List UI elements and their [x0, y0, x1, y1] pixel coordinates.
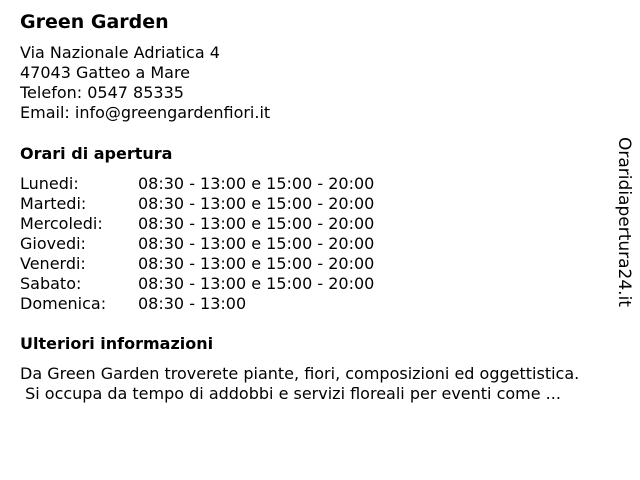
description-text — [20, 364, 635, 404]
email-address: Email: info@greengardenfiori.it — [20, 103, 271, 122]
opening-hours-table — [20, 174, 374, 314]
day-label: Giovedi: — [20, 234, 86, 253]
hours-value: 08:30 - 13:00 e 15:00 - 20:00 — [138, 274, 375, 293]
description-line: Da Green Garden troverete piante, fiori, composizioni ed oggettistica. — [20, 364, 580, 383]
phone-number: Telefon: 0547 85335 — [20, 83, 184, 102]
hours-value: 08:30 - 13:00 e 15:00 - 20:00 — [138, 194, 375, 213]
hours-row-wednesday — [20, 214, 374, 234]
hours-row-friday — [20, 254, 374, 274]
day-label: Domenica: — [20, 294, 107, 313]
hours-row-saturday — [20, 274, 374, 294]
more-info-heading: Ulteriori informazioni — [20, 334, 214, 353]
hours-row-monday — [20, 174, 374, 194]
hours-value: 08:30 - 13:00 e 15:00 - 20:00 — [138, 254, 375, 273]
hours-row-tuesday — [20, 194, 374, 214]
hours-row-sunday — [20, 294, 374, 314]
hours-value: 08:30 - 13:00 e 15:00 - 20:00 — [138, 234, 375, 253]
address-city: 47043 Gatteo a Mare — [20, 63, 191, 82]
hours-value: 08:30 - 13:00 e 15:00 - 20:00 — [138, 174, 375, 193]
hours-row-thursday — [20, 234, 374, 254]
site-watermark: Oraridiapertura24.it — [614, 137, 634, 307]
day-label: Sabato: — [20, 274, 82, 293]
address-block — [20, 43, 270, 123]
day-label: Mercoledi: — [20, 214, 103, 233]
address-street: Via Nazionale Adriatica 4 — [20, 43, 220, 62]
business-name: Green Garden — [20, 11, 169, 33]
description-line: Si occupa da tempo di addobbi e servizi floreali per eventi come ... — [20, 384, 561, 403]
day-label: Lunedi: — [20, 174, 79, 193]
day-label: Venerdi: — [20, 254, 86, 273]
hours-value: 08:30 - 13:00 — [138, 294, 247, 313]
day-label: Martedi: — [20, 194, 87, 213]
opening-hours-heading: Orari di apertura — [20, 144, 173, 163]
hours-value: 08:30 - 13:00 e 15:00 - 20:00 — [138, 214, 375, 233]
